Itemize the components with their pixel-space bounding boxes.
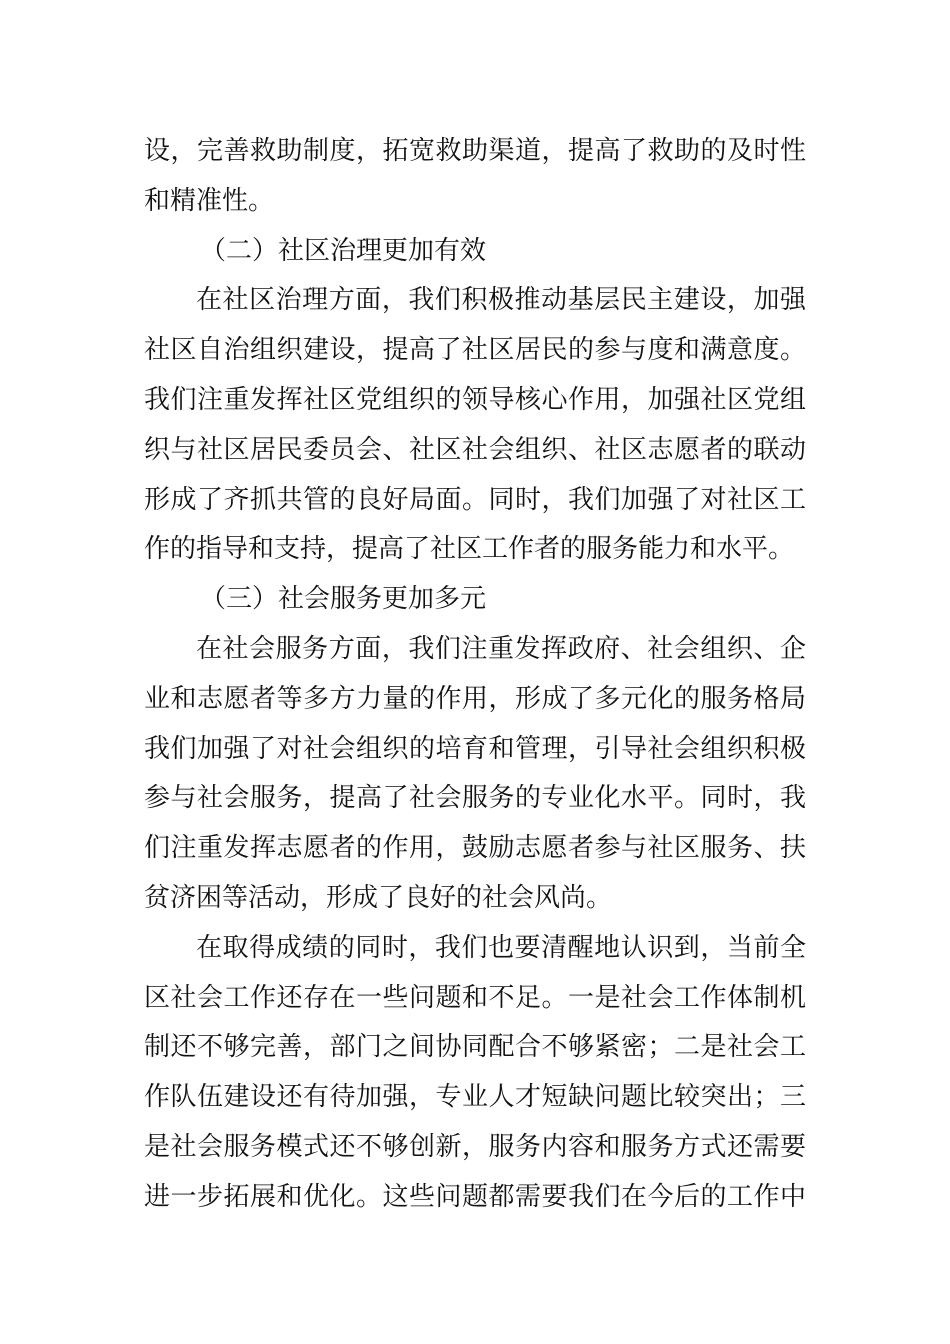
paragraph-line: 参与社会服务，提高了社会服务的专业化水平。同时，我 (144, 783, 806, 814)
paragraph-line: 作队伍建设还有待加强，专业人才短缺问题比较突出；三 (144, 1082, 806, 1113)
paragraph-line: 制还不够完善，部门之间协同配合不够紧密；二是社会工 (144, 1032, 806, 1063)
paragraph-line: 设，完善救助制度，拓宽救助渠道，提高了救助的及时性 (144, 136, 806, 166)
paragraph-line: 区社会工作还存在一些问题和不足。一是社会工作体制机 (144, 982, 806, 1013)
paragraph-first-line: 在社区治理方面，我们积极推动基层民主建设，加强 (196, 285, 806, 316)
paragraph-line: 们注重发挥志愿者的作用，鼓励志愿者参与社区服务、扶 (144, 833, 806, 864)
section-heading: （二）社区治理更加有效 (200, 235, 487, 266)
paragraph-line: 进一步拓展和优化。这些问题都需要我们在今后的工作中 (144, 1181, 806, 1212)
paragraph-line: 形成了齐抓共管的良好局面。同时，我们加强了对社区工 (144, 484, 806, 515)
paragraph-line: 业和志愿者等多方力量的作用，形成了多元化的服务格局 (144, 683, 806, 714)
paragraph-line: 贫济困等活动，形成了良好的社会风尚。 (144, 882, 613, 913)
paragraph-line: 我们注重发挥社区党组织的领导核心作用，加强社区党组 (144, 384, 806, 415)
paragraph-line: 织与社区居民委员会、社区社会组织、社区志愿者的联动 (144, 434, 806, 465)
paragraph-line: 作的指导和支持，提高了社区工作者的服务能力和水平。 (144, 534, 795, 565)
paragraph-first-line: 在社会服务方面，我们注重发挥政府、社会组织、企 (196, 633, 806, 664)
body-text (144, 127, 806, 1223)
paragraph-first-line: 在取得成绩的同时，我们也要清醒地认识到，当前全 (196, 932, 806, 963)
paragraph-line: 和精准性。 (144, 185, 275, 216)
paragraph-line: 我们加强了对社会组织的培育和管理，引导社会组织积极 (144, 733, 806, 764)
paragraph-line: 社区自治组织建设，提高了社区居民的参与度和满意度。 (144, 335, 806, 366)
paragraph-line: 是社会服务模式还不够创新，服务内容和服务方式还需要 (144, 1131, 806, 1162)
section-heading: （三）社会服务更加多元 (200, 584, 487, 615)
